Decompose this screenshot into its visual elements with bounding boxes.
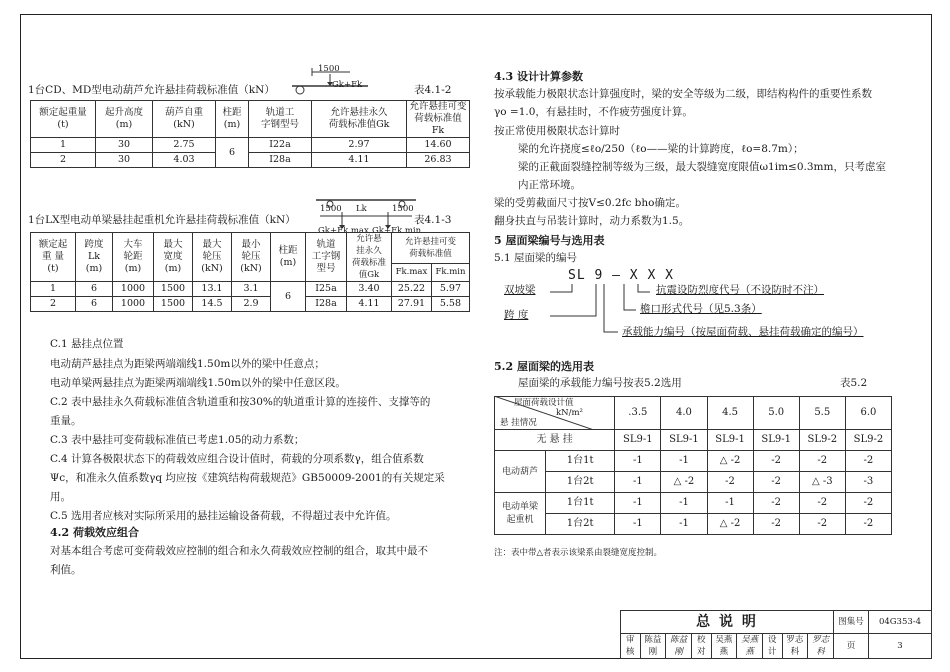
role-checker-label: 校对 — [691, 634, 711, 659]
s43-line: γo =1.0，有悬挂时，不作疲劳强度计算。 — [494, 106, 693, 118]
table-4-1-2 — [30, 100, 470, 168]
sel-cell: -2 — [799, 493, 845, 514]
sketch-2-load-min: Gk+Fk.min — [372, 226, 422, 236]
table-row — [495, 493, 892, 514]
t1-h1: 额定起重量 (t) — [31, 101, 96, 138]
table-4-1-3 — [30, 232, 470, 312]
t2-cell: 27.91 — [392, 297, 432, 312]
t2-h9: 允许悬 挂永久 荷载标准值Gk — [347, 233, 392, 282]
load-header: 6.0 — [845, 397, 891, 430]
t2-cell: 3.40 — [347, 282, 392, 297]
group-label-crane: 电动单梁 起重机 — [495, 493, 546, 535]
section-4-2-text: 利值。 — [50, 564, 82, 576]
s43-line: 梁的受剪截面尺寸按V≤0.2fc bho确定。 — [494, 197, 686, 209]
code-label-shuangpo: 双坡梁 — [504, 284, 536, 296]
checker-signature: 吴燕燕 — [737, 634, 763, 659]
t1-cell: 30 — [96, 153, 153, 168]
sel-cell: -3 — [845, 472, 891, 493]
sel-cell: SL9-1 — [707, 430, 753, 451]
t2-cell: 1500 — [154, 297, 193, 312]
section-4-2-text: 对基本组合考虑可变荷载效应控制的组合和永久荷载效应控制的组合，取其中最不 — [50, 545, 428, 557]
designer-name: 罗志科 — [782, 634, 808, 659]
table-4-1-3-caption: 1台LX型电动单梁悬挂起重机允许悬挂荷载标准值（kN） — [28, 214, 296, 226]
sub-label: 1台1t — [546, 451, 615, 472]
table-row — [495, 514, 892, 535]
section-4-2-title: 4.2 荷载效应组合 — [50, 526, 139, 539]
t2-cell: 4.11 — [347, 297, 392, 312]
sel-cell: -2 — [753, 514, 799, 535]
note-line: Ψc，和准永久值系数γq 均应按《建筑结构荷载规范》GB50009-2001的有关规定采 — [50, 472, 445, 484]
row-label-none: 无 悬 挂 — [495, 430, 615, 451]
sel-cell: -1 — [661, 514, 707, 535]
table-row — [31, 153, 470, 168]
note-c1-title: C.1 悬挂点位置 — [50, 338, 124, 350]
t1-cell: 26.83 — [407, 153, 470, 168]
sel-cell: -2 — [753, 493, 799, 514]
sketch-2-dim-mid: Lk — [356, 204, 367, 214]
table-4-1-3-number: 表4.1-3 — [414, 214, 452, 226]
t1-span-cell: 6 — [216, 138, 249, 168]
sketch-2-load-max: Gk+Fk.max — [318, 226, 369, 236]
sel-cell: SL9-1 — [615, 430, 661, 451]
load-header: .3.5 — [615, 397, 661, 430]
title-block — [620, 610, 932, 659]
table-4-1-2-caption: 1台CD、MD型电动葫芦允许悬挂荷载标准值（kN） — [28, 84, 275, 96]
sel-cell: △ -2 — [661, 472, 707, 493]
role-designer-label: 设计 — [762, 634, 782, 659]
code-label-span: 跨 度 — [504, 309, 529, 321]
t2-h8: 轨道 工字钢 型号 — [306, 233, 347, 282]
t1-cell: I22a — [249, 138, 312, 153]
t2-h4: 最大 宽度 (m) — [154, 233, 193, 282]
t2-cell: 5.97 — [431, 282, 469, 297]
group-label-hoist: 电动葫芦 — [495, 451, 546, 493]
sel-cell: -2 — [753, 472, 799, 493]
page-number: 3 — [869, 634, 932, 659]
section-5-2-title: 5.2 屋面梁的选用表 — [494, 360, 594, 373]
t2-h11: Fk.max — [392, 263, 432, 281]
note-line: 电动葫芦悬挂点为距梁两端端线1.50m以外的梁中任意点； — [50, 358, 325, 370]
corner-cell — [495, 397, 615, 430]
t2-cell: 14.5 — [193, 297, 232, 312]
s43-line: 梁的正截面裂缝控制等级为三级，最大裂缝宽度限值ω1im≤0.3mm，只考虑室 — [518, 161, 886, 173]
code-label-capacity: 承载能力编号（按屋面荷载、悬挂荷载确定的编号） — [622, 326, 864, 338]
t1-cell: 2.97 — [312, 138, 407, 153]
load-header: 4.5 — [707, 397, 753, 430]
sel-cell: SL9-2 — [845, 430, 891, 451]
t2-cell: 13.1 — [193, 282, 232, 297]
load-header: 5.5 — [799, 397, 845, 430]
sel-cell: -2 — [753, 451, 799, 472]
sel-cell: -2 — [845, 514, 891, 535]
t2-h2: 跨度 Lk (m) — [76, 233, 113, 282]
t1-cell: 1 — [31, 138, 96, 153]
t2-cell: 5.58 — [431, 297, 469, 312]
note-line: 用。 — [50, 491, 71, 503]
t2-cell: 25.22 — [392, 282, 432, 297]
s43-line: 按承载能力极限状态计算强度时，梁的安全等级为二级，即结构构件的重要性系数 — [494, 88, 872, 100]
sel-cell: -1 — [615, 514, 661, 535]
code-label-seismic: 抗震设防烈度代号（不设防时不注） — [656, 284, 824, 296]
drawing-title: 总 说 明 — [621, 611, 834, 634]
sel-cell: -2 — [799, 451, 845, 472]
t1-h4: 柱距 (m) — [216, 101, 249, 138]
sel-cell: △ -2 — [707, 514, 753, 535]
section-5-title: 5 屋面梁编号与选用表 — [494, 234, 605, 247]
sel-cell: -2 — [707, 472, 753, 493]
table-row — [495, 472, 892, 493]
note-line: 重量。 — [50, 415, 82, 427]
atlas-label: 图集号 — [834, 611, 869, 634]
table-4-1-2-number: 表4.1-2 — [414, 84, 452, 96]
t2-cell: I28a — [306, 297, 347, 312]
table-5-2-footnote: 注：表中带△者表示该梁系由裂缝宽度控制。 — [494, 548, 663, 558]
sel-cell: -1 — [661, 451, 707, 472]
t2-h6: 最小 轮压 (kN) — [232, 233, 271, 282]
s43-line: 按正常使用极限状态计算时 — [494, 125, 620, 137]
sub-label: 1台2t — [546, 472, 615, 493]
t1-cell: 4.03 — [153, 153, 216, 168]
t1-cell: 14.60 — [407, 138, 470, 153]
t2-cell: 2 — [31, 297, 76, 312]
t2-h10: 允许悬挂可变 荷载标准值 — [392, 233, 470, 264]
sel-cell: SL9-2 — [799, 430, 845, 451]
t1-cell: I28a — [249, 153, 312, 168]
sel-cell: SL9-1 — [661, 430, 707, 451]
selection-table-5-2 — [494, 396, 892, 535]
load-header: 5.0 — [753, 397, 799, 430]
t2-h7: 柱距 (m) — [271, 233, 306, 282]
t1-h5: 轨道工 字钢型号 — [249, 101, 312, 138]
sub-label: 1台1t — [546, 493, 615, 514]
t1-cell: 2.75 — [153, 138, 216, 153]
t2-h5: 最大 轮压 (kN) — [193, 233, 232, 282]
sketch-1-load: Gk+Fk — [332, 80, 363, 90]
section-5-2-subtitle: 屋面梁的承载能力编号按表5.2选用 — [518, 377, 682, 389]
sketch-2-dim-right: 1500 — [392, 204, 414, 214]
t2-h3: 大车 轮距 (m) — [113, 233, 154, 282]
note-line: C.2 表中悬挂永久荷载标准值含轨道重和按30%的轨道重计算的连接件、支撑等的 — [50, 396, 431, 408]
t2-cell: 3.1 — [232, 282, 271, 297]
sel-cell: △ -2 — [707, 451, 753, 472]
table-row — [31, 297, 470, 312]
sel-cell: -1 — [707, 493, 753, 514]
corner-header-load: 屋面荷载设计值 — [514, 398, 574, 408]
sel-cell: SL9-1 — [753, 430, 799, 451]
t2-span-cell: 6 — [271, 282, 306, 312]
code-label-hole: 檐口形式代号（见5.3条） — [640, 303, 762, 315]
t2-cell: 1 — [31, 282, 76, 297]
table-row — [31, 138, 470, 153]
designer-signature: 罗志科 — [808, 634, 834, 659]
table-5-2-number: 表5.2 — [840, 377, 868, 389]
t1-h7: 允许悬挂可变 荷载标准值Fk — [407, 101, 470, 138]
sel-cell: △ -3 — [799, 472, 845, 493]
t2-cell: 2.9 — [232, 297, 271, 312]
s43-line: 内正常环境。 — [518, 179, 581, 191]
s43-line: 翻身扶直与吊装计算时，动力系数为1.5。 — [494, 215, 690, 227]
t1-cell: 30 — [96, 138, 153, 153]
sketch-2-dim-left: 1500 — [320, 204, 342, 214]
t2-cell: 1000 — [113, 282, 154, 297]
atlas-number: 04G353-4 — [869, 611, 932, 634]
t2-cell: I25a — [306, 282, 347, 297]
sel-cell: -2 — [845, 451, 891, 472]
role-reviewer-label: 审核 — [621, 634, 641, 659]
t1-cell: 4.11 — [312, 153, 407, 168]
t1-h3: 葫芦自重 (kN) — [153, 101, 216, 138]
t1-cell: 2 — [31, 153, 96, 168]
beam-code: SL 9 — X X X — [568, 268, 674, 283]
sketch-1-dimension: 1500 — [318, 64, 340, 74]
sel-cell: -1 — [615, 451, 661, 472]
s43-line: 梁的允许挠度≤ℓo/250（ℓo——梁的计算跨度，ℓo=8.7m）； — [518, 143, 804, 155]
sel-cell: -1 — [615, 493, 661, 514]
reviewer-signature: 陈益刚 — [666, 634, 692, 659]
t2-h1: 额定起 重 量 (t) — [31, 233, 76, 282]
checker-name: 吴燕燕 — [711, 634, 737, 659]
section-5-1-title: 5.1 屋面梁的编号 — [494, 252, 578, 264]
t1-h6: 允许悬挂永久 荷载标准值Gk — [312, 101, 407, 138]
table-row — [495, 451, 892, 472]
t2-h12: Fk.min — [431, 263, 469, 281]
corner-header-hanging: 悬 挂情况 — [500, 418, 537, 428]
sub-label: 1台2t — [546, 514, 615, 535]
sel-cell: -2 — [845, 493, 891, 514]
table-row — [495, 430, 892, 451]
note-line: C.3 表中悬挂可变荷载标准值已考虑1.05的动力系数； — [50, 434, 305, 446]
sel-cell: -1 — [615, 472, 661, 493]
t1-h2: 起升高度 (m) — [96, 101, 153, 138]
corner-header-unit: kN/m² — [556, 408, 583, 418]
page-label: 页 — [834, 634, 869, 659]
note-line: C.5 选用者应核对实际所采用的悬挂运输设备荷载，不得超过表中允许值。 — [50, 510, 397, 522]
note-line: 电动单梁两悬挂点为距梁两端端线1.50m以外的梁中任意区段。 — [50, 377, 346, 389]
table-row — [31, 282, 470, 297]
t2-cell: 6 — [76, 297, 113, 312]
section-4-3-title: 4.3 设计计算参数 — [494, 70, 583, 83]
t2-cell: 6 — [76, 282, 113, 297]
load-header: 4.0 — [661, 397, 707, 430]
reviewer-name: 陈益刚 — [640, 634, 666, 659]
sel-cell: -1 — [661, 493, 707, 514]
t2-cell: 1000 — [113, 297, 154, 312]
t2-cell: 1500 — [154, 282, 193, 297]
sel-cell: -2 — [799, 514, 845, 535]
note-line: C.4 计算各极限状态下的荷载效应组合设计值时，荷载的分项系数γ，组合值系数 — [50, 453, 424, 465]
